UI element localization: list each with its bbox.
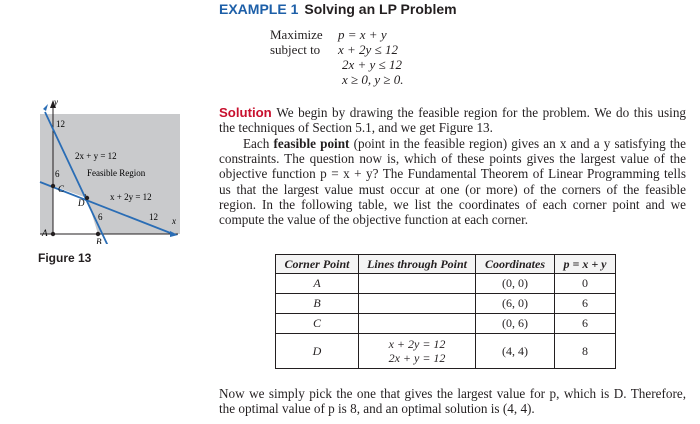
y-axis-label: y (54, 97, 58, 107)
solution-text-3: Now we simply pick the one that gives the largest value for p, which is D. Therefore, the optimal value of p is 8, and an optimal solution is (4, 4). (219, 386, 686, 417)
tick-12-y: 12 (56, 119, 65, 129)
label-point-b: B (96, 237, 102, 244)
header-objective: p = x + y (555, 255, 616, 274)
header-coordinates: Coordinates (476, 255, 555, 274)
constraint-1: x + 2y ≤ 12 (338, 42, 398, 57)
cell-value: 6 (555, 294, 616, 314)
corner-point-table (275, 254, 616, 369)
header-lines: Lines through Point (359, 255, 476, 274)
cell-coords: (0, 6) (476, 314, 555, 334)
cell-lines (359, 294, 476, 314)
example-label: EXAMPLE 1 (219, 1, 299, 17)
example-heading (219, 1, 457, 17)
example-title: Solving an LP Problem (304, 1, 457, 17)
tick-12-x: 12 (149, 212, 158, 222)
solution-paragraph-2 (219, 136, 686, 227)
cell-coords: (4, 4) (476, 334, 555, 369)
solution-text-2a: Each (243, 136, 274, 151)
tick-6-x: 6 (98, 212, 103, 222)
label-x-plus-2y: x + 2y = 12 (110, 192, 152, 202)
cell-value: 6 (555, 314, 616, 334)
label-point-c: C (58, 184, 65, 194)
solution-paragraph-3 (219, 386, 686, 416)
figure-caption: Figure 13 (38, 251, 92, 265)
solution-label: Solution (219, 105, 272, 120)
objective-keyword: Maximize (270, 27, 323, 42)
label-feasible-region: Feasible Region (87, 168, 146, 178)
table-header-row (276, 255, 616, 274)
cell-lines (359, 274, 476, 294)
cell-point: D (276, 334, 359, 369)
tick-6-y: 6 (55, 169, 60, 179)
constraint-2: 2x + y ≤ 12 (342, 57, 402, 72)
cell-point: B (276, 294, 359, 314)
solution-text-2b: (point in the feasible region) gives an x and a y satisfying the constraints. The question now is, which of these points gives the largest value of the objective function p = x + y? The Fundamental Theorem of Linear Programming tells us that the largest value must occur at one (or more) of the corners of the feasible region. In the following table, we list the coordinates of each corner point and we compute the value of the objective function at each corner. (219, 136, 686, 228)
cell-lines (359, 334, 476, 369)
label-point-d: D (78, 198, 85, 208)
solution-text-1: We begin by drawing the feasible region for the problem. We do this using the techniques of Section 5.1, and we get Figure 13. (219, 105, 687, 136)
header-corner-point: Corner Point (276, 255, 359, 274)
label-point-a: A (42, 228, 48, 238)
cell-value: 8 (555, 334, 616, 369)
cell-line-2: 2x + y = 12 (388, 351, 446, 365)
cell-point: A (276, 274, 359, 294)
x-axis-label: x (172, 216, 176, 226)
point-c (51, 184, 55, 188)
constraint-3: x ≥ 0, y ≥ 0. (342, 72, 404, 87)
lp-problem (270, 27, 404, 87)
cell-lines (359, 314, 476, 334)
point-a (51, 232, 55, 236)
table-row (276, 294, 616, 314)
point-d (85, 196, 89, 200)
solution-paragraph-1 (219, 105, 686, 135)
label-2x-plus-y: 2x + y = 12 (75, 151, 117, 161)
table-row (276, 314, 616, 334)
feasible-point-term: feasible point (273, 136, 350, 151)
table-row (276, 274, 616, 294)
table-row (276, 334, 616, 369)
cell-line-1: x + 2y = 12 (388, 337, 446, 351)
constraint-keyword: subject to (270, 42, 321, 57)
point-b (96, 232, 100, 236)
objective-function: p = x + y (338, 27, 387, 42)
cell-coords: (0, 0) (476, 274, 555, 294)
cell-value: 0 (555, 274, 616, 294)
cell-point: C (276, 314, 359, 334)
cell-coords: (6, 0) (476, 294, 555, 314)
figure-13-graph (30, 94, 180, 244)
